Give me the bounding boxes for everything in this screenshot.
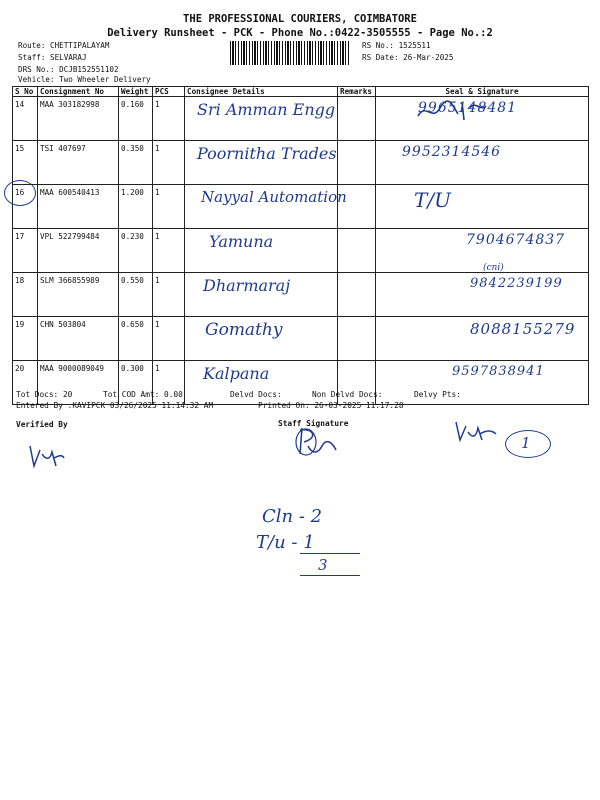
cell-weight: 0.550 [119, 273, 153, 317]
staff-label: Staff: SELVARAJ [18, 53, 87, 62]
cell-weight: 0.230 [119, 229, 153, 273]
consignee-handwriting: Sri Amman Engg [197, 100, 336, 119]
cell-seal [376, 273, 589, 317]
cell-pcs: 1 [153, 141, 185, 185]
cell-sno: 15 [13, 141, 38, 185]
cell-weight: 0.650 [119, 317, 153, 361]
row-circle-mark [4, 180, 36, 206]
drs-label: DRS No.: DCJB152551102 [18, 65, 119, 74]
cell-remarks [338, 229, 376, 273]
seal-handwriting: 8088155279 [470, 320, 576, 338]
cell-pcs: 1 [153, 273, 185, 317]
barcode-image [230, 41, 350, 65]
cell-remarks [338, 317, 376, 361]
col-pcs: PCS [153, 87, 185, 97]
cell-consignment: VPL 522799484 [38, 229, 119, 273]
cell-consignee [185, 185, 347, 229]
cell-weight: 0.160 [119, 97, 153, 141]
cell-seal [376, 141, 589, 185]
cell-sno: 18 [13, 273, 38, 317]
col-remarks: Remarks [338, 87, 376, 97]
table-row [13, 273, 589, 317]
cell-consignment: MAA 303182998 [38, 97, 119, 141]
cell-sno: 16 [13, 185, 38, 229]
cell-consignment: SLM 366855989 [38, 273, 119, 317]
consignee-handwriting: Dharmaraj [203, 276, 291, 295]
table-row [13, 361, 589, 405]
signature-scribble [412, 98, 492, 126]
cell-sno: 19 [13, 317, 38, 361]
seal-handwriting: T/U [414, 188, 451, 212]
staff-signature-label: Staff Signature [278, 419, 349, 428]
verified-by-label: Verified By [16, 420, 68, 429]
cell-consignee [185, 317, 338, 361]
cell-consignment: MAA 9000089049 [38, 361, 119, 405]
document-title: THE PROFESSIONAL COURIERS, COIMBATORE [183, 13, 417, 25]
tally-line-cln: Cln - 2 [262, 506, 323, 527]
col-sno: S No [13, 87, 38, 97]
entered-by: Entered By :KAVIPCK 03/26/2025 11:14:32 AM [16, 401, 214, 410]
cell-seal [376, 361, 589, 405]
seal-handwriting: 9965148481 [418, 100, 518, 116]
col-consignment: Consignment No [38, 87, 119, 97]
delivery-points: Delvy Pts: [414, 390, 461, 399]
cell-remarks [338, 273, 376, 317]
initial-signature [452, 418, 498, 444]
cell-consignee [185, 229, 338, 273]
cell-consignment: MAA 600540413 [38, 185, 119, 229]
printed-on: Printed On: 26-03-2025 11:17:28 [258, 401, 404, 410]
cell-pcs: 1 [153, 361, 185, 405]
cell-remarks [338, 141, 376, 185]
seal-handwriting: 7904674837 [466, 232, 566, 248]
cell-weight: 0.300 [119, 361, 153, 405]
cell-seal [376, 317, 589, 361]
col-seal: Seal & Signature [376, 87, 589, 97]
non-delivered-docs: Non Delvd Docs: [312, 390, 383, 399]
table-row [13, 185, 589, 229]
cell-seal [376, 229, 589, 273]
total-docs: Tot Docs: 20 [16, 390, 73, 399]
document-subtitle: Delivery Runsheet - PCK - Phone No.:0422-3505555 - Page No.:2 [107, 27, 493, 39]
consignee-handwriting: Gomathy [205, 320, 283, 340]
cell-consignee [185, 97, 338, 141]
circled-number: 1 [521, 434, 531, 452]
tally-line-tu: T/u - 1 [256, 532, 315, 553]
seal-handwriting: 9842239199 [470, 276, 563, 291]
tally-rule-top [300, 553, 360, 554]
tally-rule-bottom [300, 575, 360, 576]
table-row [13, 141, 589, 185]
col-consignee: Consignee Details [185, 87, 338, 97]
cell-sno: 17 [13, 229, 38, 273]
cell-consignment: CHN 503804 [38, 317, 119, 361]
staff-signature [292, 424, 342, 458]
col-weight: Weight [119, 87, 153, 97]
cell-weight: 0.350 [119, 141, 153, 185]
verified-signature [26, 440, 66, 470]
total-cod-amount: Tot COD Amt: 0.00 [103, 390, 183, 399]
tally-total: 3 [318, 556, 328, 574]
seal-handwriting: 9952314546 [402, 144, 502, 160]
cell-pcs: 1 [153, 185, 185, 229]
consignee-handwriting: Kalpana [203, 364, 270, 383]
rs-date: RS Date: 26-Mar-2025 [362, 53, 454, 62]
rs-number: RS No.: 1525511 [362, 41, 431, 50]
cell-seal [376, 185, 589, 229]
cell-weight: 1.200 [119, 185, 153, 229]
cell-sno: 20 [13, 361, 38, 405]
cell-consignment: TSI 407697 [38, 141, 119, 185]
table-header-row [13, 87, 589, 97]
route-label: Route: CHETTIPALAYAM [18, 41, 110, 50]
table-row [13, 317, 589, 361]
cell-pcs: 1 [153, 97, 185, 141]
vehicle-label: Vehicle: Two Wheeler Delivery [18, 75, 151, 84]
table-row [13, 97, 589, 141]
cell-remarks [338, 97, 376, 141]
cell-sno: 14 [13, 97, 38, 141]
consignee-handwriting: Yamuna [209, 232, 274, 251]
consignee-handwriting: Poornitha Trades [197, 144, 337, 163]
delivery-table [12, 86, 589, 405]
consignee-handwriting: Nayyal Automation [201, 188, 347, 206]
cell-consignee [185, 273, 338, 317]
cell-pcs: 1 [153, 229, 185, 273]
delivered-docs: Delvd Docs: [230, 390, 282, 399]
seal-extra-note: (cni) [483, 263, 504, 273]
seal-handwriting: 9597838941 [452, 364, 545, 379]
cell-pcs: 1 [153, 317, 185, 361]
cell-consignee [185, 141, 338, 185]
